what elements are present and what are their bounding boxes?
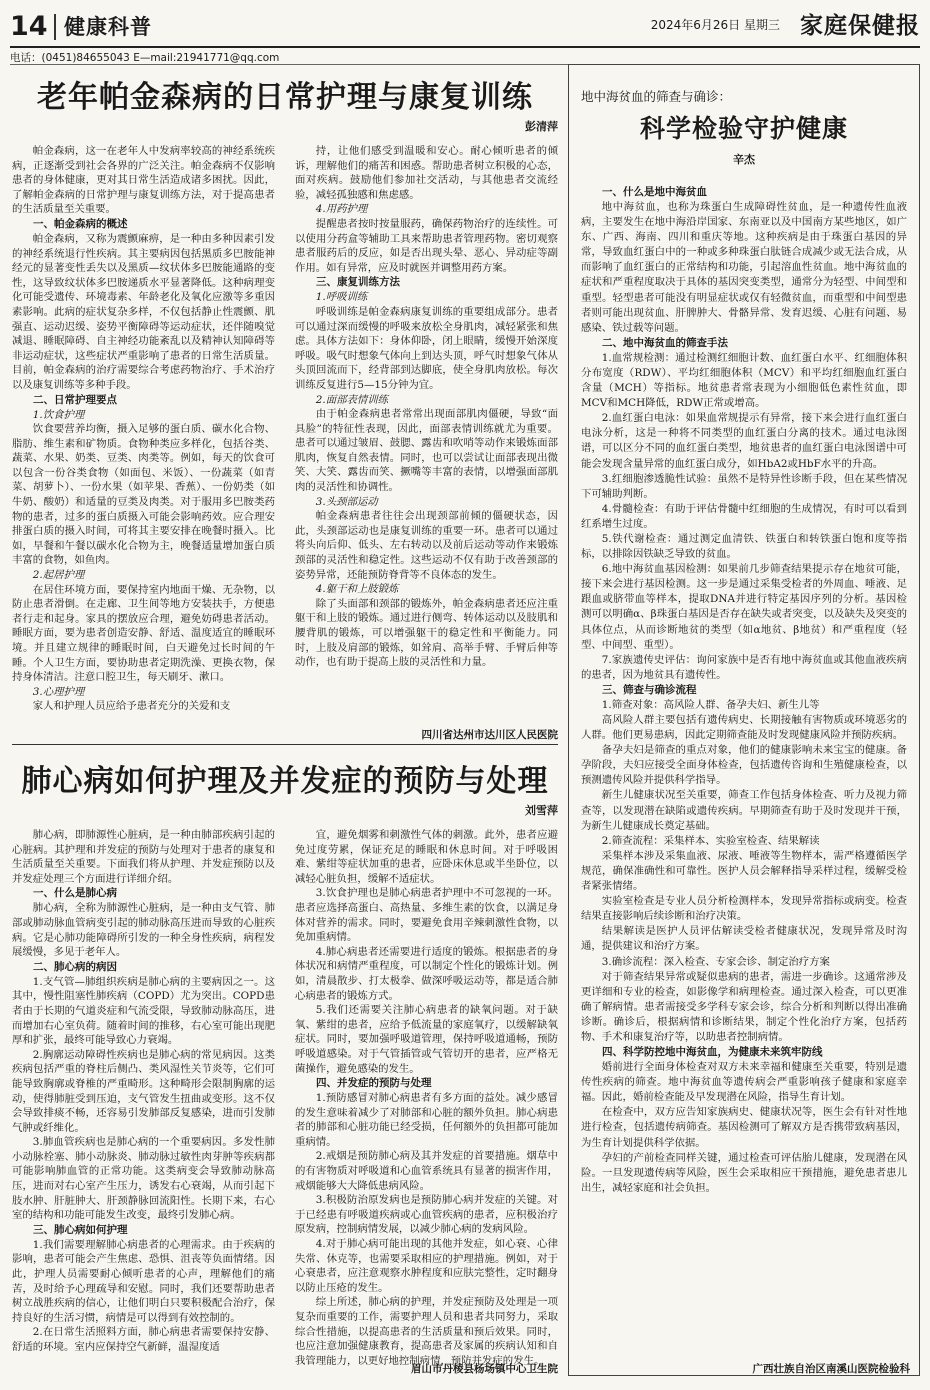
- paragraph: 婚前进行全面身体检查对双方未来幸福和健康至关重要，特别是遗传性疾病的筛查。地中海贫血等遗传病会严重影响孩子健康和家庭幸福。因此，婚前检查能及早发现潜在风险，指导生育计划。: [581, 1061, 907, 1104]
- subheading: 1.呼吸训练: [315, 291, 368, 304]
- paragraph: 3.红细胞渗透脆性试验：虽然不是特异性诊断手段，但在某些情况下可辅助判断。: [581, 472, 907, 500]
- article-column: [12, 828, 275, 1368]
- article-column: [12, 144, 275, 714]
- article-title: 科学检验守护健康: [639, 114, 848, 143]
- subheading: 4.躯干和上肢锻炼: [315, 583, 399, 596]
- paragraph: 3.饮食护理也是肺心病患者护理中不可忽视的一环。患者应选择高蛋白、高热量、多维生素的饮食，以满足身体对营养的需求。同时，要避免食用辛辣刺激性食物，以免加重病情。: [295, 887, 558, 944]
- article-cor-pulmonale: [12, 756, 558, 1372]
- paragraph: 4.骨髓检查：有助于评估骨髓中红细胞的生成情况，有时可以看到红系增生过度。: [581, 502, 907, 530]
- paragraph: 5.铁代谢检查：通过测定血清铁、铁蛋白和转铁蛋白饱和度等指标，以排除因铁缺乏导致的贫血。: [581, 532, 907, 561]
- article-author: 彭清萍: [525, 120, 558, 133]
- subheading: 3.头颈部运动: [315, 495, 378, 508]
- paragraph: 提醒患者按时按量服药，确保药物治疗的连续性。可以使用分药盒等辅助工具来帮助患者管理药物。密切观察患者服药后的反应，如是否出现头晕、恶心、异动症等副作用。如有异常，应及时就医并调整用药方案。: [295, 217, 558, 274]
- paragraph: 除了头面部和颈部的锻炼外，帕金森病患者还应注重躯干和上肢的锻炼。通过进行侧弯、转体运动以及肢肌和腰背肌的锻炼，可以增强躯干的稳定性和平衡能力。同时，上肢及肩部的锻炼，如耸肩、高举手臂、手臂后伸等动作，也有助于提高上肢的灵活性和力量。: [295, 597, 558, 669]
- paragraph: 2.筛查流程：采集样本、实验室检查、结果解读: [601, 834, 820, 847]
- section-title: 健康科普: [64, 15, 152, 39]
- paragraph: 4.肺心病患者还需要进行适度的锻炼。根据患者的身体状况和病情严重程度，可以制定个性化的锻炼计划。例如，清晨散步、打太极拳、做深呼吸运动等，都是适合肺心病患者的锻炼方式。: [295, 945, 558, 1002]
- paragraph: 家人和护理人员应给予患者充分的关爱和支: [32, 700, 231, 713]
- article-thalassemia-box: [568, 64, 920, 1376]
- paragraph: 1.支气管—肺组织疾病是肺心病的主要病因之一。这其中，慢性阻塞性肺疾病（COPD）尤为突出。COPD患者由于长期的气道炎症和气流受限，导致肺动脉高压，进而增加右心室负荷。随着时间的推移，右心室可能出现肥厚和扩张，最终可能导致心力衰竭。: [12, 975, 275, 1047]
- subheading: 2.面部表情训练: [315, 393, 389, 406]
- article-kicker: 地中海贫血的筛查与确诊：: [581, 89, 732, 104]
- paragraph: 孕妇的产前检查同样关键，通过检查可评估胎儿健康，发现潜在风险。一旦发现遗传病等风险，医生会采取相应干预措施，避免患者患儿出生，减轻家庭和社会负担。: [581, 1151, 907, 1194]
- paragraph: 帕金森病，又称为震颤麻痹，是一种由多种因素引发的神经系统退行性疾病。其主要病因包括黑质多巴胺能神经元的显著变性丢失以及黑质—纹状体多巴胺能通路的变性，这导致纹状体多巴胺递质水平显著降低。这种病理变化可能受遗传、环境毒素、年龄老化及氧化应激等多重因素影响。此病的症状复杂多样，不仅包括静止性震颤、肌强直、运动迟缓、姿势平衡障碍等运动症状，还伴随嗅觉减退、睡眠障碍、自主神经功能紊乱以及精神认知障碍等非运动症状，这些症状严重影响了患者的日常生活质量。目前，帕金森病的治疗需要综合考虑药物治疗、手术治疗以及康复训练等多种手段。: [12, 232, 275, 391]
- section-heading: 二、日常护理要点: [33, 393, 117, 406]
- article-column: [295, 144, 558, 714]
- paragraph: 3.确诊流程：深入检查、专家会诊、制定治疗方案: [601, 955, 830, 968]
- paragraph: 3.肺血管疾病也是肺心病的一个重要病因。多发性肺小动脉栓塞、肺小动脉炎、肺动脉过敏性肉芽肿等疾病都可能影响肺血管的正常功能。这类病变会导致肺动脉高压，进而对右心室产生压力，诱发右心衰竭，从而引起下肢水肿、肝脏肿大、肝颈静脉回流阳性。长期下来，右心室的结构和功能可能发生改变，最终引发肺心病。: [12, 1136, 275, 1222]
- paragraph: 2.在日常生活照料方面，肺心病患者需要保持安静、舒适的环境。室内应保持空气新鲜，温湿度适: [12, 1326, 275, 1353]
- paragraph: 帕金森病，这一在老年人中发病率较高的神经系统疾病，正逐渐受到社会各界的广泛关注。帕金森病不仅影响患者的身体健康，更对其日常生活造成诸多困扰。因此，了解帕金森病的日常护理与康复训练方法，对于提高患者的生活质量至关重要。: [12, 145, 275, 216]
- paragraph: 肺心病，全称为肺源性心脏病，是一种由支气管、肺部或肺动脉血管病变引起的肺动脉高压进而导致的心脏疾病。它是心肺功能障碍所引发的一种全身性疾病，病程发展缓慢，多见于老年人。: [12, 902, 275, 959]
- section-heading: 四、科学防控地中海贫血，为健康未来筑牢防线: [602, 1046, 823, 1059]
- article-divider: [12, 744, 558, 745]
- masthead: [10, 8, 920, 46]
- paragraph: 1.预防感冒对肺心病患者有多方面的益处。减少感冒的发生意味着减少了对肺部和心脏的额外负担。肺心病患者的肺部和心脏功能已经受损，任何额外的负担都可能加重病情。: [295, 1092, 558, 1148]
- masthead-divider: [54, 14, 56, 40]
- paragraph: 高风险人群主要包括有遗传病史、长期接触有害物质或环境恶劣的人群。他们更易患病，因此定期筛查能及时发现健康风险并预防疾病。: [581, 714, 907, 742]
- paragraph: 由于帕金森病患者常常出现面部肌肉僵硬，导致“面具脸”的特征性表现，因此，面部表情训练就尤为重要。患者可以通过皱眉、鼓腮、露齿和吹哨等动作来锻炼面部肌肉，恢复自然表情。同时，也可以尝试让面部表现出微笑、大笑、露齿而笑、撅嘴等丰富的表情，以增强面部肌肉的灵活性和协调性。: [295, 408, 558, 494]
- article-author: 刘雪萍: [525, 804, 558, 817]
- paragraph: 肺心病，即肺源性心脏病，是一种由肺部疾病引起的心脏病。其护理和并发症的预防与处理对于患者的康复和生活质量至关重要。下面我们将从护理、并发症预防以及并发症处理三个方面进行详细介绍。: [12, 829, 275, 885]
- paragraph: 实验室检查是专业人员分析检测样本，发现异常指标或病变。检查结果直接影响后续诊断和治疗决策。: [581, 895, 907, 923]
- paragraph: 地中海贫血，也称为珠蛋白生成障碍性贫血，是一种遗传性血液病，主要发生在地中海沿岸国家、东南亚以及中国南方某些地区，如广东、广西、海南、四川和重庆等地。这种疾病是由于珠蛋白基因的异常，导致血红蛋白中的一种或多种珠蛋白肽链合成减少或无法合成，从而影响了血红蛋白的正常结构和功能，引起溶血性贫血。地中海贫血的症状和严重程度取决于具体的基因突变类型，通常分为轻型、中间型和重型。轻型患者可能没有明显症状或仅有轻微贫血，而重型和中间型患者则可能出现贫血、肝脾肿大、骨骼异常、发育迟缓、心脏有问题、易感染、铁过载等问题。: [581, 201, 907, 334]
- paragraph: 采集样本涉及采集血液、尿液、唾液等生物样本，需严格遵循医学规范，确保准确性和可靠性。医护人员会解释指导采样过程，缓解受检者紧张情绪。: [581, 849, 907, 893]
- paragraph: 2.戒烟是预防肺心病及其并发症的首要措施。烟草中的有害物质对呼吸道和心血管系统具有显著的损害作用，戒烟能够大大降低患病风险。: [295, 1150, 558, 1192]
- paragraph: 结果解读是医护人员评估解读受检者健康状况，发现异常及时沟通，提供建议和治疗方案。: [581, 925, 907, 953]
- paragraph: 2.血红蛋白电泳：如果血常规提示有异常，接下来会进行血红蛋白电泳分析，这是一种将不同类型的血红蛋白分离的技术。通过电泳图谱，可以区分不同的血红蛋白类型，地贫患者的血红蛋白电泳图谱中可能会发现含量异常的血红蛋白成分，如HbA2或HbF水平的升高。: [581, 412, 907, 470]
- article-body: [581, 185, 907, 1196]
- paragraph: 宜，避免烟雾和刺激性气体的刺激。此外，患者应避免过度劳累，保证充足的睡眠和休息时间。对于呼吸困难、紫绀等症状加重的患者，应卧床休息或半坐卧位，以减轻心脏负担，缓解不适症状。: [295, 829, 558, 885]
- section-heading: 二、地中海贫血的筛查手法: [602, 336, 728, 349]
- paragraph: 在居住环境方面，要保持室内地面干燥、无杂物，以防止患者滑倒。在走廊、卫生间等地方安装扶手，方便患者行走和起身。家具的摆放应合理，避免妨碍患者活动。睡眠方面，要为患者创造安静、舒适、温度适宜的睡眠环境。并且建立规律的睡眠时间，白天避免过长时间的午睡。个人卫生方面，要协助患者定期洗澡、更换衣物，保持身体清洁。注意口腔卫生，每天刷牙、漱口。: [12, 583, 275, 684]
- paragraph: 备孕夫妇是筛查的重点对象，他们的健康影响未来宝宝的健康。备孕阶段，夫妇应接受全面身体检查，包括遗传咨询和生殖健康检查，以预测遗传风险并提供科学指导。: [581, 744, 907, 787]
- paragraph: 1.血常规检测：通过检测红细胞计数、血红蛋白水平、红细胞体积分布宽度（RDW）、平均红细胞体积（MCV）和平均红细胞血红蛋白含量（MCH）等指标。地贫患者常表现为小细胞低色素性贫血，即MCV和MCH降低，RDW正常或增高。: [581, 351, 907, 410]
- article-affiliation: 广西壮族自治区南溪山医院检验科: [752, 1363, 910, 1375]
- newspaper-name: 家庭保健报: [800, 12, 920, 39]
- paragraph: 7.家族遗传史评估：询问家族中是否有地中海贫血或其他血液疾病的患者，因为地贫具有遗传性。: [581, 653, 907, 681]
- paragraph: 持，让他们感受到温暖和安心。耐心倾听患者的倾诉，理解他们的痛苦和困惑。帮助患者树立积极的心态，面对疾病。鼓励他们参加社交活动，与其他患者交流经验，减轻孤独感和焦虑感。: [295, 145, 558, 201]
- article-affiliation: 眉山市丹棱县杨场镇中心卫生院: [411, 1363, 558, 1375]
- article-columns: [12, 828, 558, 1368]
- section-heading: 三、筛查与确诊流程: [602, 683, 697, 696]
- article-title: 肺心病如何护理及并发症的预防与处理: [21, 764, 549, 799]
- paragraph: 2.胸廓运动障碍性疾病也是肺心病的常见病因。这类疾病包括严重的脊柱后侧凸、类风湿性关节炎等，它们可能导致胸廓或脊椎的严重畸形。这种畸形会限制胸廓的运动，使得肺脏受到压迫，支气管发生扭曲或变形。这不仅会导致排痰不畅，还容易引发肺部反复感染，进而引发肺气肿或纤维化。: [12, 1048, 275, 1134]
- subheading: 2.起居护理: [32, 569, 85, 582]
- subheading: 3.心理护理: [32, 685, 85, 698]
- section-heading: 二、肺心病的病因: [33, 960, 117, 973]
- section-heading: 三、康复训练方法: [316, 276, 400, 289]
- subheading: 4.用药护理: [315, 203, 368, 216]
- section-heading: 一、什么是地中海贫血: [602, 186, 707, 198]
- article-parkinson: [12, 72, 558, 740]
- section-heading: 三、肺心病如何护理: [33, 1223, 128, 1236]
- page-number: 14: [10, 11, 48, 42]
- paragraph: 新生儿健康状况至关重要，筛查工作包括身体检查、听力及视力筛查等，以发现潜在缺陷或遗传疾病。早期筛查有助于及时发现并干预，为新生儿健康成长奠定基础。: [581, 789, 907, 832]
- section-heading: 一、帕金森病的概述: [33, 217, 128, 230]
- paragraph: 4.对于肺心病可能出现的其他并发症，如心衰、心律失常、休克等，也需要采取相应的护理措施。例如，对于心衰患者，应注意观察水肿程度和应肤完整性，定时翻身以防止压疮的发生。: [295, 1238, 558, 1294]
- paragraph: 饮食要营养均衡，摄入足够的蛋白质、碳水化合物、脂肪、维生素和矿物质。食物种类应多样化，包括谷类、蔬菜、水果、奶类、豆类、肉类等。例如，每天的饮食可以包含一份谷类食物（如面包、米饭）、一份蔬菜（如青菜、胡萝卜）、一份水果（如苹果、香蕉）、一份奶类（如牛奶、酸奶）和适量的豆类及肉类。对于服用多巴胺类药物的患者，过多的蛋白质摄入可能会影响药效。应合理安排蛋白质的摄入时间，可将其主要安排在晚餐时摄入。比如，早餐和午餐以碳水化合物为主，晚餐适量增加蛋白质丰富的食物，如鱼肉。: [12, 423, 275, 567]
- paragraph: 对于筛查结果异常或疑似患病的患者，需进一步确诊。这通常涉及更详细和专业的检查，如影像学和病理检查。通过深入检查，可以更准确了解病情。患者需接受多学科专家会诊，综合分析和判断以得出准确诊断。确诊后，根据病情和诊断结果，制定个性化治疗方案，包括药物、手术和康复治疗等，以助患者控制病情。: [581, 970, 907, 1043]
- paragraph: 1.我们需要理解肺心病患者的心理需求。由于疾病的影响，患者可能会产生焦虑、恐惧、沮丧等负面情绪。因此，护理人员需要耐心倾听患者的心声，理解他们的痛苦，及时给予心理疏导和安慰。同时，我们还要帮助患者树立战胜疾病的信心，让他们明白只要积极配合治疗，保持良好的生活习惯，病情是可以得到有效控制的。: [12, 1238, 275, 1324]
- paragraph: 6.地中海贫血基因检测：如果前几步筛查结果提示存在地贫可能，接下来会进行基因检测。这一步是通过采集受检者的外周血、唾液、足跟血或脐带血等样本，提取DNA并进行特定基因序列的分析。基因检测可以明确α、β珠蛋白基因是否存在缺失或者突变，以及缺失及突变的具体位点，从而诊断地贫的类型（如α地贫、β地贫）和严重程度（轻型、中间型、重型）。: [581, 563, 907, 651]
- section-heading: 一、什么是肺心病: [33, 887, 117, 900]
- subheading: 1.饮食护理: [32, 408, 85, 421]
- paragraph: 1.筛查对象：高风险人群、备孕夫妇、新生儿等: [601, 698, 820, 711]
- paragraph: 呼吸训练是帕金森病康复训练的重要组成部分。患者可以通过深而缓慢的呼吸来放松全身肌肉，减轻紧张和焦虑。具体方法如下：身体仰卧，闭上眼睛，缓慢开始深度呼吸。吸气时想象气体向上到达头顶，呼气时想象气体从头顶回流而下，经背部到达脚底，使全身肌肉放松。每次训练反复进行5—15分钟为宜。: [295, 305, 558, 391]
- article-title: 老年帕金森病的日常护理与康复训练: [37, 80, 533, 115]
- contact-line: 电话：(0451)84655043 E—mail:21941771@qq.com: [10, 52, 280, 64]
- paragraph: 3.积极防治原发病也是预防肺心病并发症的关键。对于已经患有呼吸道疾病或心血管疾病的患者，应积极治疗原发病，控制病情发展，以减少肺心病的发病风险。: [295, 1194, 558, 1236]
- issue-date: 2024年6月26日 星期三: [650, 18, 780, 32]
- paragraph: 帕金森病患者往往会出现颈部前倾的僵硬状态，因此，头颈部运动也是康复训练的重要一环。患者可以通过将头向后仰、低头、左右转动以及前后运动等动作来锻炼颈部的灵活性和稳定性。这些运动不仅有助于改善颈部的姿势异常，还能预防脊背等不良体态的发生。: [295, 510, 558, 581]
- masthead-rule: [10, 46, 920, 48]
- section-heading: 四、并发症的预防与处理: [316, 1077, 432, 1090]
- paragraph: 在检查中，双方应告知家族病史、健康状况等，医生会有针对性地进行检查，包括遗传病筛查。基因检测可了解双方是否携带致病基因，为生育计划提供科学依据。: [581, 1106, 907, 1149]
- article-affiliation: 四川省达州市达川区人民医院: [421, 729, 558, 741]
- paragraph: 综上所述，肺心病的护理，并发症预防及处理是一项复杂而重要的工作，需要护理人员和患者共同努力，采取综合性措施，以提高患者的生活质量和预后效果。同时，也应注意加强健康教育，提高患者及家属的疾病认知和自我管理能力，以更好地控制病情，预防并发症的发生。: [295, 1296, 558, 1367]
- paragraph: 5.我们还需要关注肺心病患者的缺氧问题。对于缺氧、紫绀的患者，应给予低流量的家庭氧疗，以缓解缺氧症状。同时，要加强呼吸道管理，保持呼吸道通畅，预防呼吸道感染。对于气管插管或气管切开的患者，应严格无菌操作，避免感染的发生。: [295, 1004, 558, 1075]
- article-author: 辛杰: [733, 153, 755, 166]
- article-columns: [12, 144, 558, 714]
- article-column: [295, 828, 558, 1368]
